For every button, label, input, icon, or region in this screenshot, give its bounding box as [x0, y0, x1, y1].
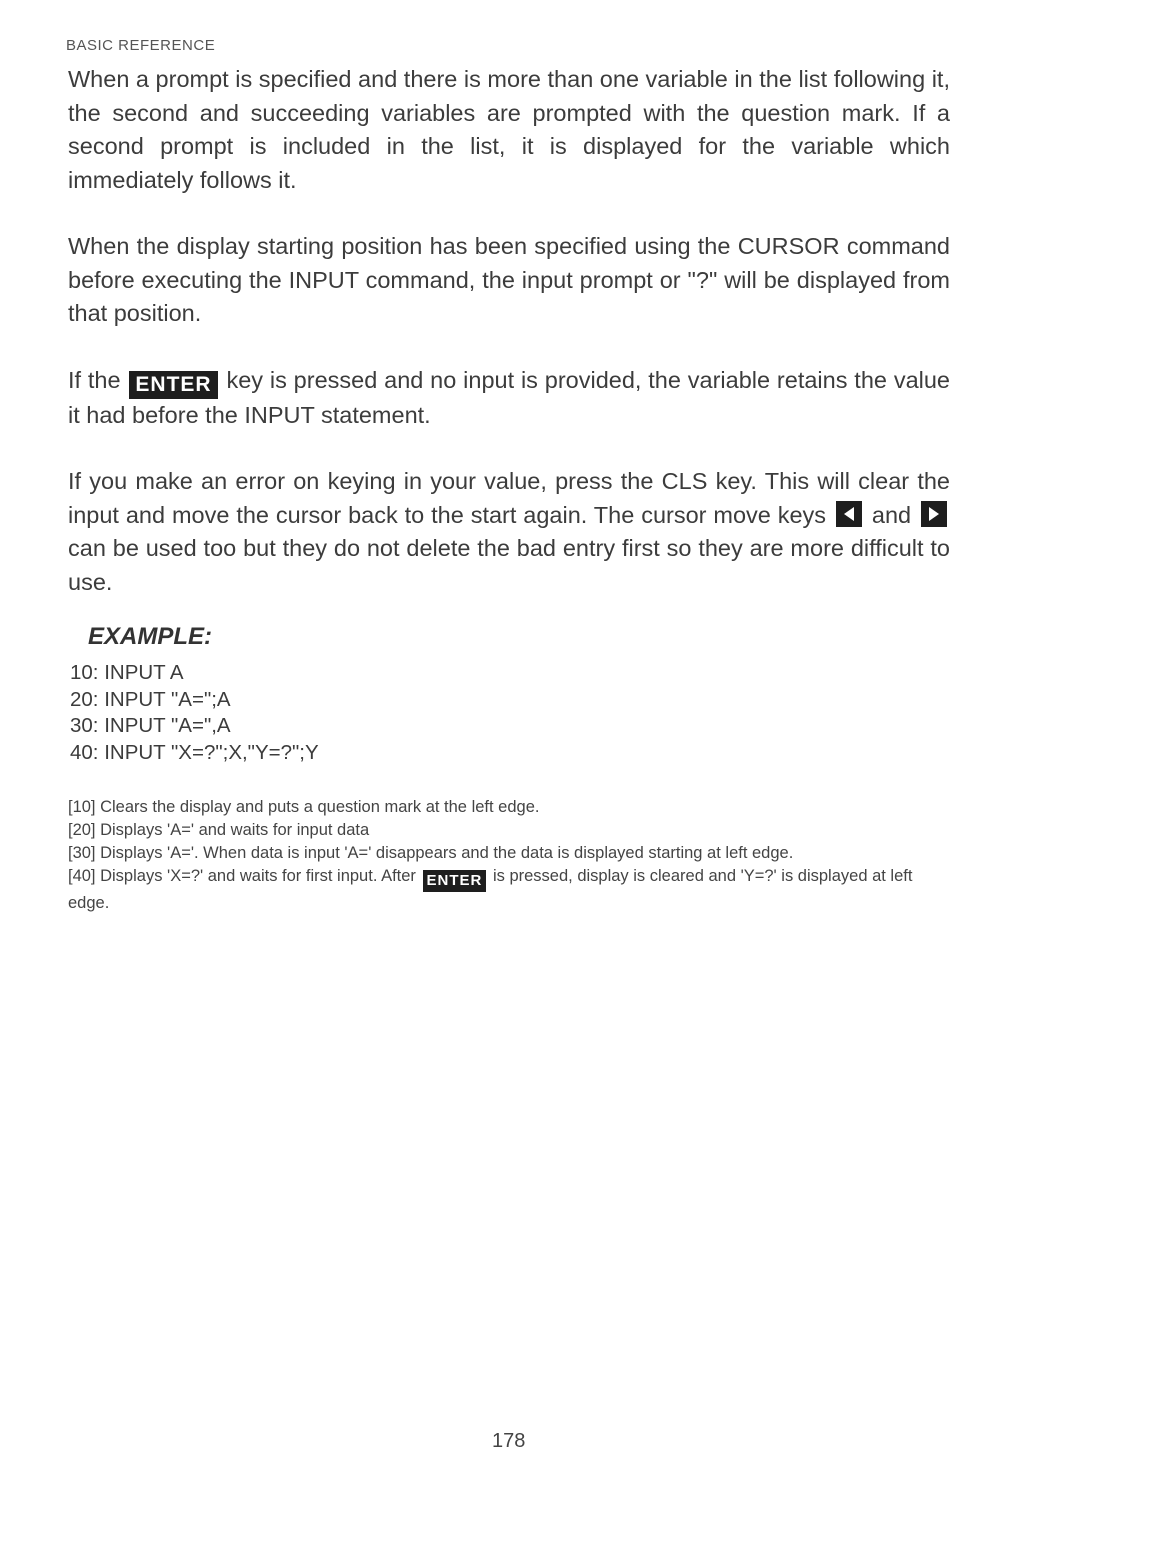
- paragraph-text: If you make an error on keying in your value, press the CLS key. This will clear the input and move the cursor back to the start again. The cursor move keys: [68, 468, 950, 528]
- note-text: is pressed, display is cleared and 'Y=?' is displayed at left edge.: [68, 867, 913, 912]
- note-line: [20] Displays 'A=' and waits for input data: [68, 821, 370, 839]
- note-line: [30] Displays 'A='. When data is input 'A=' disappears and the data is displayed starting at left edge.: [68, 844, 794, 862]
- paragraph-text: If the: [68, 367, 121, 393]
- paragraph-enter-key: [68, 364, 950, 433]
- example-notes: [68, 796, 950, 915]
- paragraph-text: key is pressed and no input is provided, the variable retains the value it had before the INPUT statement.: [68, 367, 950, 428]
- code-line: 20: INPUT "A=";A: [70, 687, 231, 711]
- example-heading: EXAMPLE:: [88, 623, 213, 650]
- paragraph-prompt-rules: When a prompt is specified and there is more than one variable in the list following it, the second and succeeding variables are prompted with the question mark. If a second prompt is included in the list, it is displayed for the variable which immediately follows it.: [68, 66, 950, 193]
- code-line: 30: INPUT "A=",A: [70, 714, 231, 737]
- enter-key-icon: ENTER: [129, 371, 217, 399]
- right-arrow-key-icon: [921, 501, 947, 527]
- paragraph-text: can be used too but they do not delete the bad entry first so they are more difficult to use.: [68, 535, 950, 595]
- note-line: [10] Clears the display and puts a question mark at the left edge.: [68, 798, 540, 816]
- enter-key-icon: ENTER: [423, 870, 487, 892]
- left-arrow-key-icon: [836, 501, 862, 527]
- paragraph-cursor-position: When the display starting position has been specified using the CURSOR command before executing the INPUT command, the input prompt or "?" will be displayed from that position.: [68, 233, 950, 326]
- code-line: 40: INPUT "X=?";X,"Y=?";Y: [70, 740, 319, 764]
- code-line: 10: INPUT A: [70, 661, 184, 684]
- note-line: [68, 865, 950, 915]
- example-code-listing: [70, 660, 319, 766]
- note-text: [40] Displays 'X=?' and waits for first input. After: [68, 867, 416, 885]
- page-number: 178: [492, 1430, 526, 1452]
- paragraph-error-correction: [68, 465, 950, 599]
- section-header: BASIC REFERENCE: [66, 37, 216, 54]
- paragraph-text: and: [871, 501, 912, 528]
